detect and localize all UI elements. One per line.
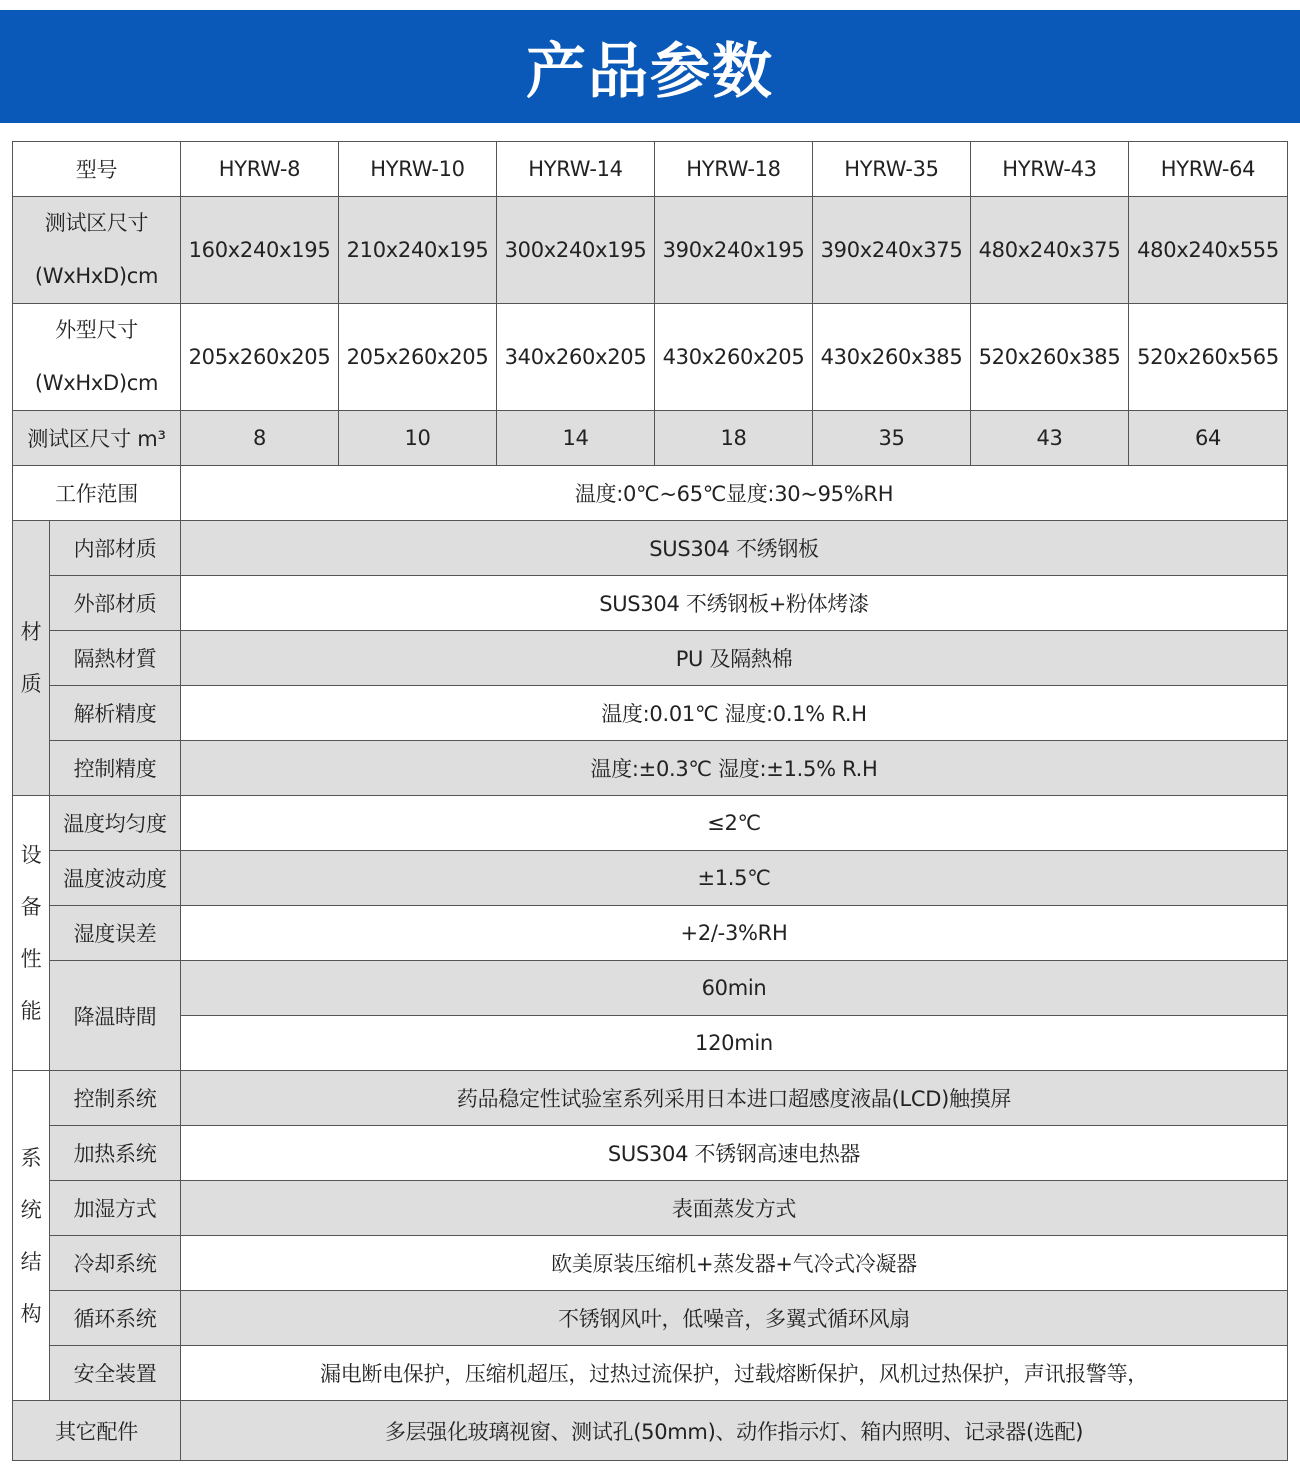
table-row bbox=[13, 1071, 1288, 1126]
cooling-time-value: 60min bbox=[181, 961, 1288, 1016]
cooling-time-value: 120min bbox=[181, 1016, 1288, 1071]
category-char: 系 bbox=[20, 1145, 42, 1170]
size-cell: 205x260x205 bbox=[339, 304, 497, 411]
volume-cell: 64 bbox=[1129, 411, 1288, 466]
test-volume-label: 测试区尺寸 m³ bbox=[13, 411, 181, 466]
label-line: 外型尺寸 bbox=[55, 318, 138, 342]
model-cell: HYRW-35 bbox=[813, 142, 971, 197]
table-row bbox=[13, 197, 1288, 304]
table-row bbox=[13, 466, 1288, 521]
system-value: 不锈钢风叶，低噪音，多翼式循环风扇 bbox=[181, 1291, 1288, 1346]
volume-cell: 43 bbox=[971, 411, 1129, 466]
spec-table bbox=[12, 141, 1288, 1461]
label-line: (WxHxD)cm bbox=[34, 371, 159, 395]
performance-value: ≤2℃ bbox=[181, 796, 1288, 851]
category-char: 构 bbox=[20, 1301, 42, 1326]
volume-cell: 10 bbox=[339, 411, 497, 466]
table-row bbox=[13, 741, 1288, 796]
category-char: 统 bbox=[20, 1197, 42, 1222]
system-label: 冷却系统 bbox=[50, 1236, 181, 1291]
size-cell: 210x240x195 bbox=[339, 197, 497, 304]
volume-cell: 8 bbox=[181, 411, 339, 466]
category-char: 质 bbox=[20, 672, 42, 696]
material-value: SUS304 不绣钢板 bbox=[181, 521, 1288, 576]
material-category bbox=[13, 521, 50, 796]
table-row bbox=[13, 1236, 1288, 1291]
volume-cell: 18 bbox=[655, 411, 813, 466]
system-value: SUS304 不锈钢高速电热器 bbox=[181, 1126, 1288, 1181]
page-title: 产品参数 bbox=[526, 36, 774, 107]
working-range-value: 温度:0℃~65℃显度:30~95%RH bbox=[181, 466, 1288, 521]
size-cell: 160x240x195 bbox=[181, 197, 339, 304]
system-value: 漏电断电保护，压缩机超压，过热过流保护，过载熔断保护，风机过热保护，声讯报警等， bbox=[181, 1346, 1288, 1401]
size-cell: 480x240x375 bbox=[971, 197, 1129, 304]
category-char: 材 bbox=[20, 620, 42, 644]
category-char: 能 bbox=[20, 999, 42, 1023]
material-label: 隔熱材質 bbox=[50, 631, 181, 686]
system-category bbox=[13, 1071, 50, 1401]
system-value: 表面蒸发方式 bbox=[181, 1181, 1288, 1236]
material-label: 内部材质 bbox=[50, 521, 181, 576]
table-row bbox=[13, 1291, 1288, 1346]
category-char: 设 bbox=[20, 843, 42, 867]
header-banner bbox=[0, 10, 1300, 123]
accessories-value: 多层强化玻璃视窗、测试孔(50mm)、动作指示灯、箱内照明、记录器(选配) bbox=[181, 1401, 1288, 1461]
material-label: 外部材质 bbox=[50, 576, 181, 631]
material-value: PU 及隔熱棉 bbox=[181, 631, 1288, 686]
material-value: 温度:0.01℃ 湿度:0.1% R.H bbox=[181, 686, 1288, 741]
category-char: 备 bbox=[20, 895, 42, 919]
size-cell: 390x240x375 bbox=[813, 197, 971, 304]
size-cell: 480x240x555 bbox=[1129, 197, 1288, 304]
table-row bbox=[13, 411, 1288, 466]
size-cell: 520x260x385 bbox=[971, 304, 1129, 411]
performance-category bbox=[13, 796, 50, 1071]
system-label: 控制系统 bbox=[50, 1071, 181, 1126]
test-area-size-label bbox=[13, 197, 181, 304]
size-cell: 390x240x195 bbox=[655, 197, 813, 304]
table-row bbox=[13, 851, 1288, 906]
category-char: 结 bbox=[20, 1249, 42, 1274]
table-row bbox=[13, 1346, 1288, 1401]
material-value: SUS304 不绣钢板+粉体烤漆 bbox=[181, 576, 1288, 631]
working-range-label: 工作范围 bbox=[13, 466, 181, 521]
table-row bbox=[13, 576, 1288, 631]
system-value: 药品稳定性试验室系列采用日本进口超感度液晶(LCD)触摸屏 bbox=[181, 1071, 1288, 1126]
table-row bbox=[13, 142, 1288, 197]
size-cell: 300x240x195 bbox=[497, 197, 655, 304]
outer-size-label bbox=[13, 304, 181, 411]
table-row bbox=[13, 521, 1288, 576]
table-row bbox=[13, 631, 1288, 686]
performance-value: +2/-3%RH bbox=[181, 906, 1288, 961]
model-cell: HYRW-8 bbox=[181, 142, 339, 197]
table-row bbox=[13, 796, 1288, 851]
table-row bbox=[13, 1401, 1288, 1461]
table-row bbox=[13, 1126, 1288, 1181]
model-cell: HYRW-14 bbox=[497, 142, 655, 197]
size-cell: 430x260x205 bbox=[655, 304, 813, 411]
model-cell: HYRW-18 bbox=[655, 142, 813, 197]
size-cell: 340x260x205 bbox=[497, 304, 655, 411]
model-cell: HYRW-10 bbox=[339, 142, 497, 197]
cooling-time-label: 降温時間 bbox=[50, 961, 181, 1071]
model-cell: HYRW-43 bbox=[971, 142, 1129, 197]
label-line: 测试区尺寸 bbox=[44, 211, 149, 235]
table-row bbox=[13, 304, 1288, 411]
model-cell: HYRW-64 bbox=[1129, 142, 1288, 197]
table-row bbox=[13, 1016, 1288, 1071]
size-cell: 520x260x565 bbox=[1129, 304, 1288, 411]
table-row bbox=[13, 686, 1288, 741]
system-label: 安全装置 bbox=[50, 1346, 181, 1401]
performance-value: ±1.5℃ bbox=[181, 851, 1288, 906]
material-label: 解析精度 bbox=[50, 686, 181, 741]
system-label: 加热系统 bbox=[50, 1126, 181, 1181]
category-char: 性 bbox=[20, 947, 42, 971]
table-row bbox=[13, 1181, 1288, 1236]
performance-label: 湿度误差 bbox=[50, 906, 181, 961]
performance-label: 温度波动度 bbox=[50, 851, 181, 906]
label-line: (WxHxD)cm bbox=[34, 264, 159, 288]
model-label: 型号 bbox=[13, 142, 181, 197]
table-row bbox=[13, 906, 1288, 961]
table-row bbox=[13, 961, 1288, 1016]
system-value: 欧美原装压缩机+蒸发器+气冷式冷凝器 bbox=[181, 1236, 1288, 1291]
accessories-label: 其它配件 bbox=[13, 1401, 181, 1461]
volume-cell: 35 bbox=[813, 411, 971, 466]
size-cell: 205x260x205 bbox=[181, 304, 339, 411]
performance-label: 温度均匀度 bbox=[50, 796, 181, 851]
material-value: 温度:±0.3℃ 湿度:±1.5% R.H bbox=[181, 741, 1288, 796]
system-label: 加湿方式 bbox=[50, 1181, 181, 1236]
volume-cell: 14 bbox=[497, 411, 655, 466]
system-label: 循环系统 bbox=[50, 1291, 181, 1346]
size-cell: 430x260x385 bbox=[813, 304, 971, 411]
material-label: 控制精度 bbox=[50, 741, 181, 796]
